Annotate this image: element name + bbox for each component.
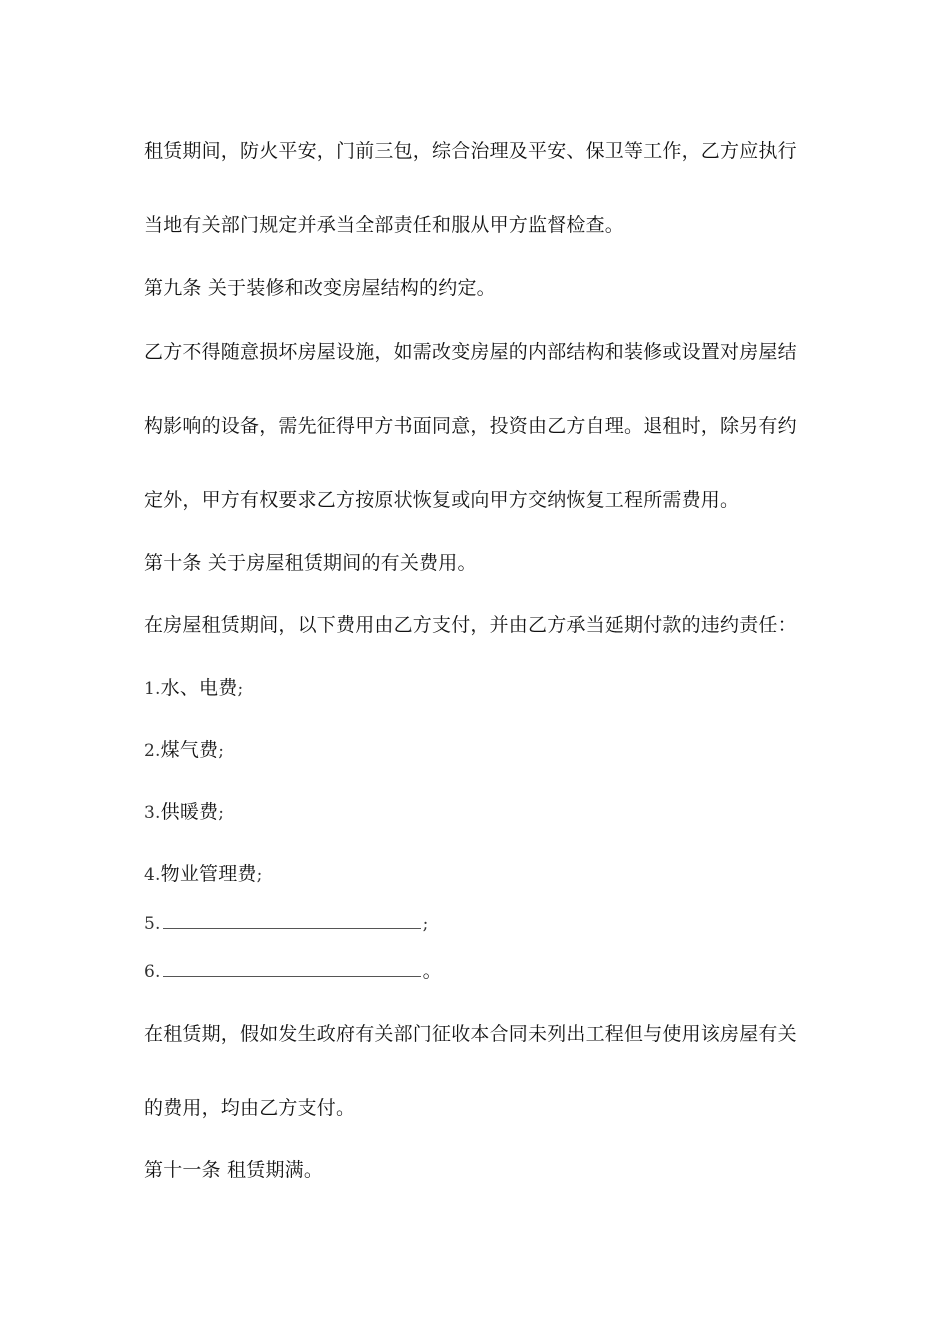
paragraph-line: 在房屋租赁期间，以下费用由乙方支付，并由乙方承当延期付款的违约责任： bbox=[144, 614, 797, 636]
fill-in-blank-line bbox=[163, 912, 421, 929]
list-item-end: ; bbox=[218, 803, 225, 823]
article-heading: 第九条 关于装修和改变房屋结构的约定。 bbox=[144, 277, 496, 299]
paragraph-line: 租赁期间，防火平安，门前三包，综合治理及平安、保卫等工作，乙方应执行 bbox=[144, 140, 797, 162]
paragraph-line: 定外，甲方有权要求乙方按原状恢复或向甲方交纳恢复工程所需费用。 bbox=[144, 489, 740, 511]
list-item-end: 。 bbox=[422, 960, 442, 982]
list-item-end: ; bbox=[422, 914, 429, 934]
article-heading: 第十一条 租赁期满。 bbox=[144, 1159, 324, 1181]
list-item-text: 煤气费 bbox=[160, 739, 219, 761]
list-item-number: 5. bbox=[144, 914, 161, 934]
list-item-number: 1. bbox=[144, 679, 161, 699]
list-item-end: ; bbox=[256, 865, 263, 885]
list-item-text: 物业管理费 bbox=[160, 863, 257, 885]
paragraph-line: 的费用，均由乙方支付。 bbox=[144, 1097, 356, 1119]
paragraph-line: 乙方不得随意损坏房屋设施，如需改变房屋的内部结构和装修或设置对房屋结 bbox=[144, 341, 797, 363]
article-heading: 第十条 关于房屋租赁期间的有关费用。 bbox=[144, 552, 477, 574]
list-item bbox=[144, 738, 224, 763]
list-item-end: ; bbox=[237, 679, 244, 699]
paragraph-line: 构影响的设备，需先征得甲方书面同意，投资由乙方自理。退租时，除另有约 bbox=[144, 415, 797, 437]
list-item bbox=[144, 800, 224, 825]
list-item-text: 水、电费 bbox=[160, 677, 238, 699]
paragraph-line: 当地有关部门规定并承当全部责任和服从甲方监督检查。 bbox=[144, 214, 625, 236]
list-item-number: 3. bbox=[144, 803, 161, 823]
list-item bbox=[144, 676, 243, 701]
list-item-number: 6. bbox=[144, 962, 161, 982]
list-item bbox=[144, 862, 263, 887]
list-item-blank bbox=[144, 911, 429, 936]
list-item-number: 4. bbox=[144, 865, 161, 885]
list-item-number: 2. bbox=[144, 741, 161, 761]
list-item-end: ; bbox=[218, 741, 225, 761]
list-item-text: 供暖费 bbox=[160, 801, 219, 823]
list-item-blank bbox=[144, 959, 442, 984]
fill-in-blank-line bbox=[163, 960, 421, 977]
paragraph-line: 在租赁期，假如发生政府有关部门征收本合同未列出工程但与使用该房屋有关 bbox=[144, 1023, 797, 1045]
